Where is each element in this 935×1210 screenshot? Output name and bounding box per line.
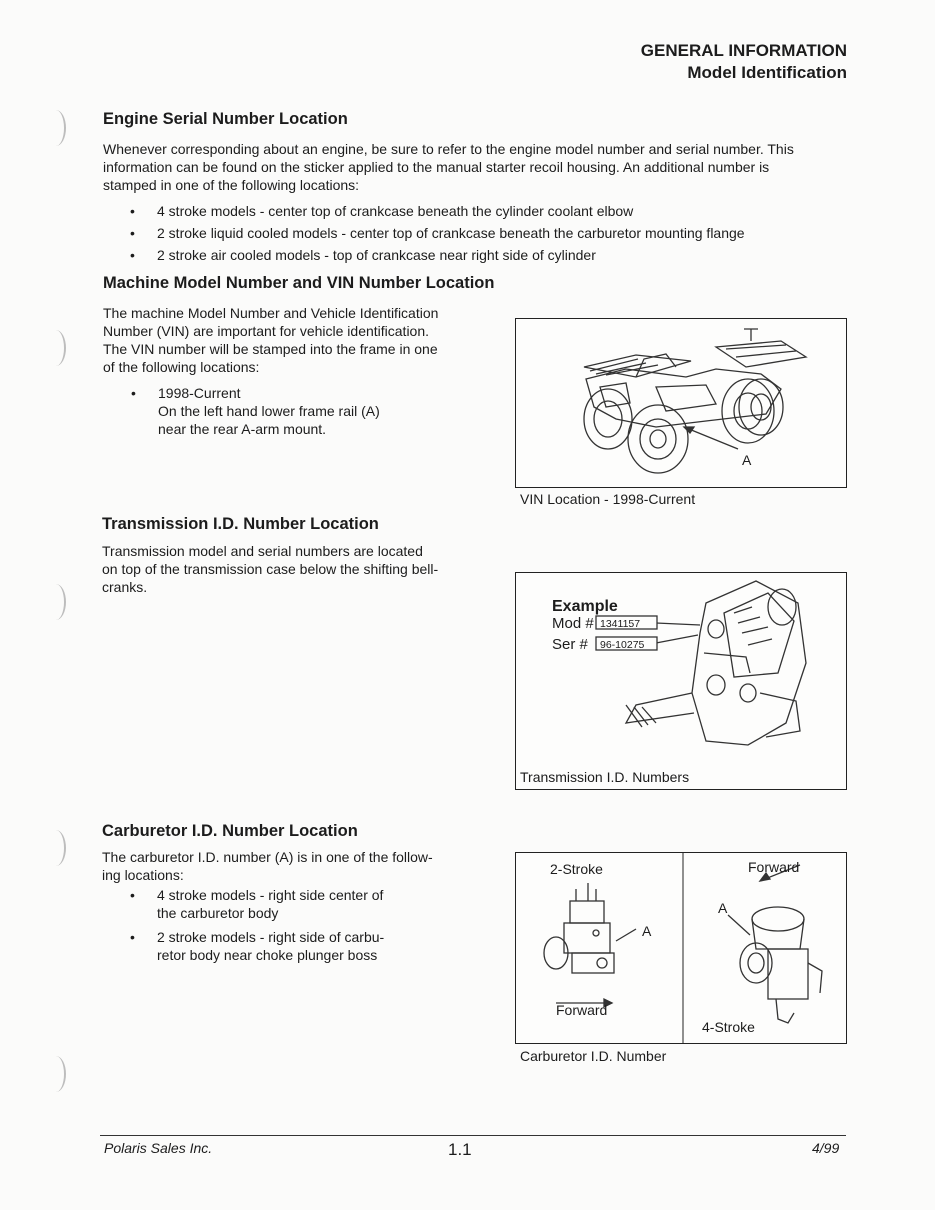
engine-body-line: stamped in one of the following locations: (103, 177, 360, 193)
transmission-mod-value: 1341157 (600, 618, 641, 630)
carburetor-bullet-line: the carburetor body (157, 905, 279, 921)
binder-hole (46, 330, 66, 366)
transmission-body-line: on top of the transmission case below the shifting bell- (102, 561, 439, 577)
atv-illustration (516, 319, 846, 487)
engine-body (103, 140, 863, 194)
engine-body-line: Whenever corresponding about an engine, be sure to refer to the engine model number and serial number. This (103, 141, 794, 157)
vin-body-line: The VIN number will be stamped into the frame in one (103, 341, 438, 357)
carburetor-left-forward: Forward (556, 1002, 608, 1018)
carburetor-body-line: ing locations: (102, 867, 184, 883)
header-title: GENERAL INFORMATION (640, 41, 847, 60)
list-item (157, 928, 437, 964)
carburetor-illustration (516, 853, 846, 1043)
carburetor-body (102, 848, 474, 884)
transmission-ser-value: 96-10275 (600, 639, 645, 651)
vin-bullet-line: near the rear A-arm mount. (158, 421, 327, 437)
footer-date: 4/99 (812, 1140, 840, 1156)
list-item: • 2 stroke air cooled models - top of crankcase near right side of cylinder (157, 246, 857, 264)
vin-bullet-line: On the left hand lower frame rail (A) (158, 403, 380, 419)
transmission-body (102, 542, 474, 596)
vin-caption: VIN Location - 1998-Current (520, 491, 696, 507)
transmission-illustration (516, 573, 846, 789)
vin-body-line: The machine Model Number and Vehicle Identification (103, 305, 439, 321)
engine-body-line: information can be found on the sticker applied to the manual starter recoil housing. An additional number is (103, 159, 770, 175)
carburetor-bullet-line: • 4 stroke models - right side center of (157, 887, 384, 903)
carburetor-left-label: A (642, 923, 652, 939)
vin-figure-label: A (742, 452, 752, 468)
list-item: • 2 stroke liquid cooled models - center top of crankcase beneath the carburetor mounting flange (157, 224, 857, 242)
vin-bullet-list (158, 384, 458, 438)
transmission-ser-label: Ser # (552, 636, 588, 653)
transmission-body-line: Transmission model and serial numbers are located (102, 543, 423, 559)
binder-hole (46, 584, 66, 620)
carburetor-bullet-line: retor body near choke plunger boss (157, 947, 378, 963)
vin-body-line: of the following locations: (103, 359, 260, 375)
vin-heading: Machine Model Number and VIN Number Location (103, 274, 495, 292)
transmission-heading: Transmission I.D. Number Location (102, 515, 379, 533)
list-item (158, 384, 458, 438)
vin-bullet-title: • 1998-Current (158, 385, 241, 401)
carburetor-bullet-line: • 2 stroke models - right side of carbu- (157, 929, 385, 945)
page-header (641, 40, 847, 84)
transmission-example: Example (552, 598, 618, 615)
binder-hole (46, 110, 66, 146)
vin-figure (515, 318, 847, 488)
footer-company: Polaris Sales Inc. (104, 1140, 213, 1156)
transmission-mod-label: Mod # (552, 615, 594, 632)
transmission-caption: Transmission I.D. Numbers (520, 769, 690, 785)
header-subtitle: Model Identification (687, 63, 847, 82)
binder-hole (46, 1056, 66, 1092)
engine-heading: Engine Serial Number Location (103, 110, 348, 128)
footer-page-number: 1.1 (448, 1140, 472, 1159)
carburetor-right-forward: Forward (748, 859, 800, 875)
footer-rule (100, 1135, 846, 1136)
engine-bullet-list (157, 202, 857, 264)
list-item (157, 886, 437, 922)
carburetor-body-line: The carburetor I.D. number (A) is in one of the follow- (102, 849, 433, 865)
carburetor-heading: Carburetor I.D. Number Location (102, 822, 358, 840)
transmission-figure (515, 572, 847, 790)
carburetor-bullet-list (157, 886, 437, 964)
carburetor-caption: Carburetor I.D. Number (520, 1048, 667, 1064)
vin-body-line: Number (VIN) are important for vehicle identification. (103, 323, 430, 339)
vin-body (103, 304, 473, 376)
transmission-body-line: cranks. (102, 579, 148, 595)
carburetor-right-title: 4-Stroke (702, 1019, 755, 1035)
carburetor-right-label: A (718, 900, 728, 916)
carburetor-left-title: 2-Stroke (550, 861, 603, 877)
binder-hole (46, 830, 66, 866)
carburetor-figure (515, 852, 847, 1044)
list-item: • 4 stroke models - center top of crankcase beneath the cylinder coolant elbow (157, 202, 857, 220)
